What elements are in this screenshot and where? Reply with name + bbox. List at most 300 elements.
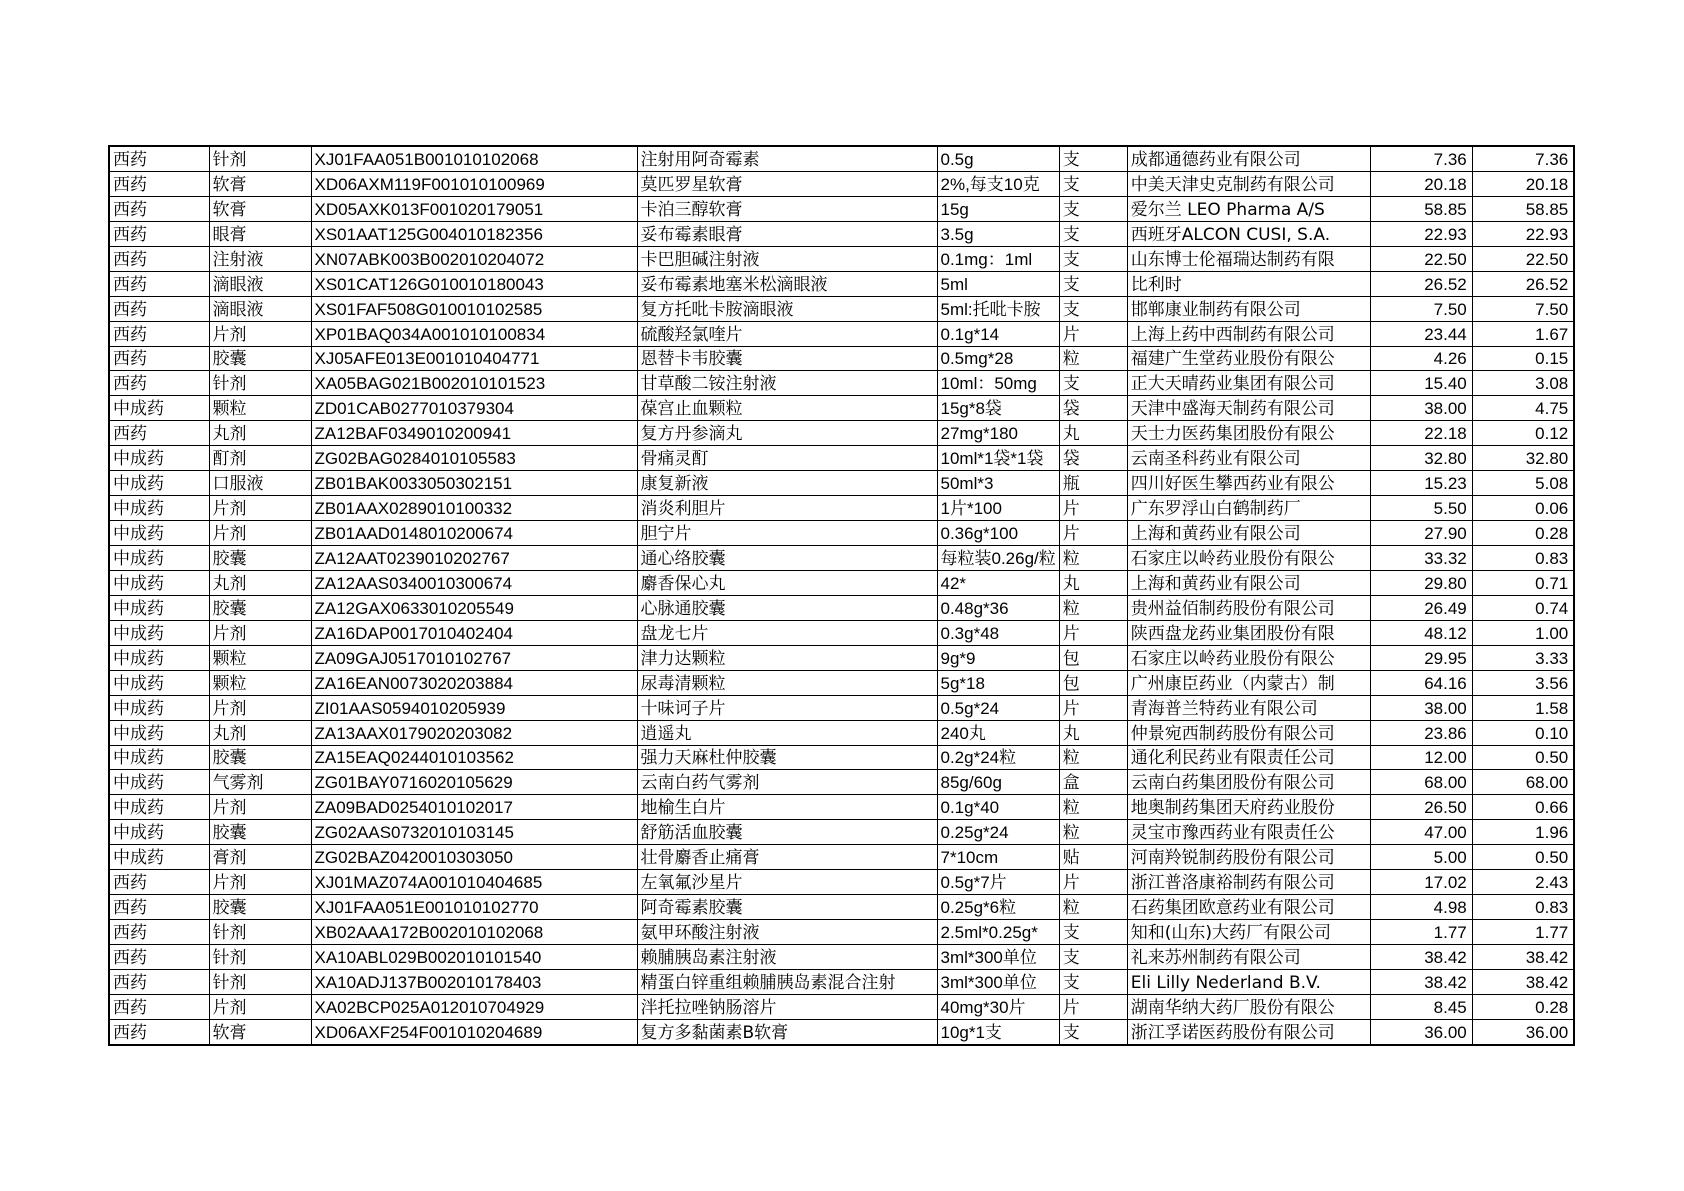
price-cell: 38.42 [1370, 945, 1472, 970]
unit-cell: 支 [1059, 146, 1127, 171]
category-cell: 西药 [109, 421, 209, 446]
table-row [109, 321, 1574, 346]
category-cell: 中成药 [109, 620, 209, 645]
dosage-form-cell: 片剂 [209, 620, 311, 645]
manufacturer-cell: 石家庄以岭药业股份有限公 [1127, 645, 1370, 670]
category-cell: 中成药 [109, 546, 209, 571]
manufacturer-cell: 天士力医药集团股份有限公 [1127, 421, 1370, 446]
table-row [109, 446, 1574, 471]
category-cell: 西药 [109, 196, 209, 221]
unit-cell: 片 [1059, 695, 1127, 720]
unit-price-cell: 38.42 [1472, 945, 1574, 970]
table-row [109, 1019, 1574, 1044]
unit-price-cell: 0.50 [1472, 845, 1574, 870]
table-row [109, 770, 1574, 795]
spec-cell: 0.36g*100 [937, 521, 1059, 546]
manufacturer-cell: 邯郸康业制药有限公司 [1127, 296, 1370, 321]
category-cell: 中成药 [109, 521, 209, 546]
category-cell: 中成药 [109, 446, 209, 471]
dosage-form-cell: 片剂 [209, 795, 311, 820]
table-row [109, 421, 1574, 446]
category-cell: 中成药 [109, 496, 209, 521]
category-cell: 西药 [109, 221, 209, 246]
price-cell: 4.26 [1370, 346, 1472, 371]
drug-code-cell: ZA15EAQ0244010103562 [311, 745, 637, 770]
unit-cell: 丸 [1059, 570, 1127, 595]
spec-cell: 0.1g*14 [937, 321, 1059, 346]
unit-price-cell: 1.58 [1472, 695, 1574, 720]
price-cell: 23.86 [1370, 720, 1472, 745]
drug-code-cell: ZB01AAD0148010200674 [311, 521, 637, 546]
spec-cell: 5ml [937, 271, 1059, 296]
spec-cell: 5g*18 [937, 670, 1059, 695]
price-cell: 29.80 [1370, 570, 1472, 595]
drug-name-cell: 妥布霉素眼膏 [637, 221, 937, 246]
drug-code-cell: XA10ABL029B002010101540 [311, 945, 637, 970]
dosage-form-cell: 颗粒 [209, 645, 311, 670]
manufacturer-cell: 石药集团欧意药业有限公司 [1127, 895, 1370, 920]
price-cell: 33.32 [1370, 546, 1472, 571]
price-cell: 26.52 [1370, 271, 1472, 296]
spec-cell: 0.5mg*28 [937, 346, 1059, 371]
price-cell: 4.98 [1370, 895, 1472, 920]
drug-code-cell: ZG02BAG0284010105583 [311, 446, 637, 471]
spec-cell: 3.5g [937, 221, 1059, 246]
unit-price-cell: 1.96 [1472, 820, 1574, 845]
table-row [109, 945, 1574, 970]
drug-code-cell: XJ01MAZ074A001010404685 [311, 870, 637, 895]
drug-code-cell: XJ05AFE013E001010404771 [311, 346, 637, 371]
spec-cell: 0.5g*24 [937, 695, 1059, 720]
table-row [109, 969, 1574, 994]
unit-cell: 支 [1059, 371, 1127, 396]
category-cell: 中成药 [109, 396, 209, 421]
drug-name-cell: 恩替卡韦胶囊 [637, 346, 937, 371]
table-row [109, 820, 1574, 845]
category-cell: 西药 [109, 271, 209, 296]
drug-name-cell: 强力天麻杜仲胶囊 [637, 745, 937, 770]
dosage-form-cell: 颗粒 [209, 670, 311, 695]
unit-cell: 粒 [1059, 820, 1127, 845]
price-cell: 58.85 [1370, 196, 1472, 221]
price-cell: 26.50 [1370, 795, 1472, 820]
unit-price-cell: 20.18 [1472, 171, 1574, 196]
unit-cell: 包 [1059, 645, 1127, 670]
category-cell: 中成药 [109, 670, 209, 695]
drug-code-cell: ZA09GAJ0517010102767 [311, 645, 637, 670]
drug-name-cell: 赖脯胰岛素注射液 [637, 945, 937, 970]
spec-cell: 42* [937, 570, 1059, 595]
dosage-form-cell: 注射液 [209, 246, 311, 271]
dosage-form-cell: 胶囊 [209, 346, 311, 371]
drug-price-table [108, 145, 1575, 1046]
dosage-form-cell: 软膏 [209, 1019, 311, 1044]
unit-price-cell: 3.08 [1472, 371, 1574, 396]
manufacturer-cell: 仲景宛西制药股份有限公司 [1127, 720, 1370, 745]
category-cell: 西药 [109, 994, 209, 1019]
drug-name-cell: 尿毒清颗粒 [637, 670, 937, 695]
drug-code-cell: XA10ADJ137B002010178403 [311, 969, 637, 994]
category-cell: 中成药 [109, 770, 209, 795]
price-cell: 7.50 [1370, 296, 1472, 321]
table-row [109, 895, 1574, 920]
unit-cell: 支 [1059, 945, 1127, 970]
category-cell: 中成药 [109, 645, 209, 670]
table-row [109, 920, 1574, 945]
drug-code-cell: XS01AAT125G004010182356 [311, 221, 637, 246]
table-row [109, 720, 1574, 745]
table-row [109, 620, 1574, 645]
unit-cell: 片 [1059, 994, 1127, 1019]
spec-cell: 0.3g*48 [937, 620, 1059, 645]
dosage-form-cell: 胶囊 [209, 895, 311, 920]
drug-code-cell: XJ01FAA051B001010102068 [311, 146, 637, 171]
manufacturer-cell: 福建广生堂药业股份有限公 [1127, 346, 1370, 371]
price-cell: 20.18 [1370, 171, 1472, 196]
unit-cell: 片 [1059, 870, 1127, 895]
manufacturer-cell: 爱尔兰 LEO Pharma A/S [1127, 196, 1370, 221]
category-cell: 西药 [109, 171, 209, 196]
dosage-form-cell: 滴眼液 [209, 271, 311, 296]
unit-price-cell: 2.43 [1472, 870, 1574, 895]
table-row [109, 845, 1574, 870]
dosage-form-cell: 片剂 [209, 496, 311, 521]
manufacturer-cell: 浙江孚诺医药股份有限公司 [1127, 1019, 1370, 1044]
dosage-form-cell: 针剂 [209, 146, 311, 171]
manufacturer-cell: Eli Lilly Nederland B.V. [1127, 969, 1370, 994]
table-row [109, 221, 1574, 246]
manufacturer-cell: 山东博士伦福瑞达制药有限 [1127, 246, 1370, 271]
manufacturer-cell: 贵州益佰制药股份有限公司 [1127, 595, 1370, 620]
price-cell: 38.00 [1370, 396, 1472, 421]
manufacturer-cell: 正大天晴药业集团有限公司 [1127, 371, 1370, 396]
drug-code-cell: ZA12BAF0349010200941 [311, 421, 637, 446]
spec-cell: 0.25g*6粒 [937, 895, 1059, 920]
drug-code-cell: ZI01AAS0594010205939 [311, 695, 637, 720]
unit-price-cell: 7.50 [1472, 296, 1574, 321]
spec-cell: 0.25g*24 [937, 820, 1059, 845]
unit-cell: 支 [1059, 920, 1127, 945]
unit-price-cell: 3.56 [1472, 670, 1574, 695]
spec-cell: 40mg*30片 [937, 994, 1059, 1019]
category-cell: 西药 [109, 945, 209, 970]
unit-cell: 支 [1059, 221, 1127, 246]
table-row [109, 870, 1574, 895]
unit-price-cell: 0.83 [1472, 546, 1574, 571]
manufacturer-cell: 广东罗浮山白鹤制药厂 [1127, 496, 1370, 521]
spec-cell: 10ml：50mg [937, 371, 1059, 396]
unit-cell: 粒 [1059, 895, 1127, 920]
manufacturer-cell: 云南白药集团股份有限公司 [1127, 770, 1370, 795]
drug-code-cell: XS01FAF508G010010102585 [311, 296, 637, 321]
unit-price-cell: 0.10 [1472, 720, 1574, 745]
table-row [109, 521, 1574, 546]
unit-cell: 粒 [1059, 595, 1127, 620]
dosage-form-cell: 针剂 [209, 920, 311, 945]
unit-cell: 袋 [1059, 396, 1127, 421]
category-cell: 中成药 [109, 595, 209, 620]
unit-price-cell: 0.66 [1472, 795, 1574, 820]
table-row [109, 146, 1574, 171]
table-row [109, 570, 1574, 595]
drug-name-cell: 复方多黏菌素B软膏 [637, 1019, 937, 1044]
price-cell: 26.49 [1370, 595, 1472, 620]
category-cell: 西药 [109, 870, 209, 895]
drug-name-cell: 通心络胶囊 [637, 546, 937, 571]
unit-cell: 粒 [1059, 546, 1127, 571]
unit-price-cell: 0.28 [1472, 521, 1574, 546]
drug-name-cell: 注射用阿奇霉素 [637, 146, 937, 171]
dosage-form-cell: 软膏 [209, 196, 311, 221]
unit-cell: 瓶 [1059, 471, 1127, 496]
dosage-form-cell: 丸剂 [209, 421, 311, 446]
dosage-form-cell: 片剂 [209, 521, 311, 546]
unit-cell: 粒 [1059, 745, 1127, 770]
manufacturer-cell: 上海和黄药业有限公司 [1127, 521, 1370, 546]
category-cell: 西药 [109, 321, 209, 346]
drug-code-cell: ZB01BAK0033050302151 [311, 471, 637, 496]
drug-code-cell: ZA16DAP0017010402404 [311, 620, 637, 645]
category-cell: 西药 [109, 296, 209, 321]
unit-price-cell: 68.00 [1472, 770, 1574, 795]
drug-code-cell: ZD01CAB0277010379304 [311, 396, 637, 421]
spec-cell: 2%,每支10克 [937, 171, 1059, 196]
unit-price-cell: 1.67 [1472, 321, 1574, 346]
drug-name-cell: 胆宁片 [637, 521, 937, 546]
unit-price-cell: 5.08 [1472, 471, 1574, 496]
spec-cell: 7*10cm [937, 845, 1059, 870]
spec-cell: 3ml*300单位 [937, 969, 1059, 994]
table-row [109, 371, 1574, 396]
spec-cell: 5ml:托吡卡胺 [937, 296, 1059, 321]
unit-price-cell: 58.85 [1472, 196, 1574, 221]
drug-name-cell: 复方托吡卡胺滴眼液 [637, 296, 937, 321]
price-cell: 5.00 [1370, 845, 1472, 870]
drug-code-cell: XS01CAT126G010010180043 [311, 271, 637, 296]
spec-cell: 10g*1支 [937, 1019, 1059, 1044]
dosage-form-cell: 眼膏 [209, 221, 311, 246]
price-cell: 5.50 [1370, 496, 1472, 521]
unit-cell: 丸 [1059, 421, 1127, 446]
drug-name-cell: 卡巴胆碱注射液 [637, 246, 937, 271]
dosage-form-cell: 针剂 [209, 945, 311, 970]
dosage-form-cell: 滴眼液 [209, 296, 311, 321]
unit-price-cell: 0.71 [1472, 570, 1574, 595]
spec-cell: 0.5g*7片 [937, 870, 1059, 895]
price-cell: 22.18 [1370, 421, 1472, 446]
unit-price-cell: 0.15 [1472, 346, 1574, 371]
dosage-form-cell: 针剂 [209, 969, 311, 994]
unit-price-cell: 0.50 [1472, 745, 1574, 770]
manufacturer-cell: 知和(山东)大药厂有限公司 [1127, 920, 1370, 945]
manufacturer-cell: 比利时 [1127, 271, 1370, 296]
spec-cell: 1片*100 [937, 496, 1059, 521]
spec-cell: 3ml*300单位 [937, 945, 1059, 970]
drug-code-cell: ZA09BAD0254010102017 [311, 795, 637, 820]
spec-cell: 15g*8袋 [937, 396, 1059, 421]
table-row [109, 670, 1574, 695]
unit-price-cell: 0.28 [1472, 994, 1574, 1019]
drug-code-cell: ZA13AAX0179020203082 [311, 720, 637, 745]
dosage-form-cell: 丸剂 [209, 570, 311, 595]
dosage-form-cell: 片剂 [209, 321, 311, 346]
drug-code-cell: XD05AXK013F001020179051 [311, 196, 637, 221]
dosage-form-cell: 针剂 [209, 371, 311, 396]
dosage-form-cell: 片剂 [209, 994, 311, 1019]
unit-price-cell: 22.93 [1472, 221, 1574, 246]
spec-cell: 2.5ml*0.25g* [937, 920, 1059, 945]
drug-code-cell: ZA12AAS0340010300674 [311, 570, 637, 595]
category-cell: 中成药 [109, 720, 209, 745]
unit-cell: 盒 [1059, 770, 1127, 795]
spec-cell: 0.1mg：1ml [937, 246, 1059, 271]
category-cell: 中成药 [109, 570, 209, 595]
table-row [109, 695, 1574, 720]
manufacturer-cell: 西班牙ALCON CUSI, S.A. [1127, 221, 1370, 246]
drug-code-cell: XD06AXF254F001010204689 [311, 1019, 637, 1044]
dosage-form-cell: 片剂 [209, 695, 311, 720]
unit-price-cell: 7.36 [1472, 146, 1574, 171]
table-row [109, 271, 1574, 296]
price-cell: 64.16 [1370, 670, 1472, 695]
drug-code-cell: ZG02BAZ0420010303050 [311, 845, 637, 870]
table-row [109, 496, 1574, 521]
spec-cell: 每粒装0.26g/粒 [937, 546, 1059, 571]
drug-name-cell: 骨痛灵酊 [637, 446, 937, 471]
drug-name-cell: 壮骨麝香止痛膏 [637, 845, 937, 870]
dosage-form-cell: 胶囊 [209, 745, 311, 770]
drug-code-cell: XA05BAG021B002010101523 [311, 371, 637, 396]
price-cell: 38.42 [1370, 969, 1472, 994]
drug-name-cell: 阿奇霉素胶囊 [637, 895, 937, 920]
unit-price-cell: 36.00 [1472, 1019, 1574, 1044]
category-cell: 西药 [109, 146, 209, 171]
dosage-form-cell: 胶囊 [209, 546, 311, 571]
spec-cell: 85g/60g [937, 770, 1059, 795]
price-cell: 8.45 [1370, 994, 1472, 1019]
drug-name-cell: 甘草酸二铵注射液 [637, 371, 937, 396]
spec-cell: 10ml*1袋*1袋 [937, 446, 1059, 471]
drug-name-cell: 逍遥丸 [637, 720, 937, 745]
manufacturer-cell: 陕西盘龙药业集团股份有限 [1127, 620, 1370, 645]
drug-name-cell: 津力达颗粒 [637, 645, 937, 670]
manufacturer-cell: 成都通德药业有限公司 [1127, 146, 1370, 171]
manufacturer-cell: 礼来苏州制药有限公司 [1127, 945, 1370, 970]
drug-name-cell: 妥布霉素地塞米松滴眼液 [637, 271, 937, 296]
table-row [109, 171, 1574, 196]
category-cell: 西药 [109, 246, 209, 271]
unit-cell: 支 [1059, 246, 1127, 271]
drug-name-cell: 麝香保心丸 [637, 570, 937, 595]
dosage-form-cell: 丸剂 [209, 720, 311, 745]
unit-cell: 丸 [1059, 720, 1127, 745]
unit-cell: 片 [1059, 620, 1127, 645]
unit-cell: 贴 [1059, 845, 1127, 870]
price-cell: 15.40 [1370, 371, 1472, 396]
manufacturer-cell: 上海上药中西制药有限公司 [1127, 321, 1370, 346]
unit-cell: 袋 [1059, 446, 1127, 471]
category-cell: 中成药 [109, 845, 209, 870]
drug-name-cell: 泮托拉唑钠肠溶片 [637, 994, 937, 1019]
spec-cell: 0.1g*40 [937, 795, 1059, 820]
unit-price-cell: 22.50 [1472, 246, 1574, 271]
price-cell: 12.00 [1370, 745, 1472, 770]
price-cell: 29.95 [1370, 645, 1472, 670]
manufacturer-cell: 四川好医生攀西药业有限公 [1127, 471, 1370, 496]
dosage-form-cell: 口服液 [209, 471, 311, 496]
manufacturer-cell: 地奥制药集团天府药业股份 [1127, 795, 1370, 820]
unit-cell: 粒 [1059, 795, 1127, 820]
unit-price-cell: 1.00 [1472, 620, 1574, 645]
drug-name-cell: 云南白药气雾剂 [637, 770, 937, 795]
drug-name-cell: 左氧氟沙星片 [637, 870, 937, 895]
manufacturer-cell: 天津中盛海天制药有限公司 [1127, 396, 1370, 421]
spec-cell: 27mg*180 [937, 421, 1059, 446]
unit-cell: 粒 [1059, 346, 1127, 371]
price-cell: 47.00 [1370, 820, 1472, 845]
price-cell: 68.00 [1370, 770, 1472, 795]
table-row [109, 645, 1574, 670]
price-cell: 27.90 [1370, 521, 1472, 546]
drug-name-cell: 心脉通胶囊 [637, 595, 937, 620]
price-cell: 23.44 [1370, 321, 1472, 346]
unit-price-cell: 0.74 [1472, 595, 1574, 620]
drug-code-cell: ZG01BAY0716020105629 [311, 770, 637, 795]
drug-code-cell: ZA12GAX0633010205549 [311, 595, 637, 620]
spec-cell: 0.48g*36 [937, 595, 1059, 620]
drug-code-cell: XP01BAQ034A001010100834 [311, 321, 637, 346]
unit-price-cell: 0.12 [1472, 421, 1574, 446]
drug-code-cell: XJ01FAA051E001010102770 [311, 895, 637, 920]
drug-code-cell: ZA12AAT0239010202767 [311, 546, 637, 571]
drug-name-cell: 葆宫止血颗粒 [637, 396, 937, 421]
manufacturer-cell: 青海普兰特药业有限公司 [1127, 695, 1370, 720]
spec-cell: 240丸 [937, 720, 1059, 745]
price-cell: 7.36 [1370, 146, 1472, 171]
unit-cell: 支 [1059, 296, 1127, 321]
table-row [109, 196, 1574, 221]
table-row [109, 745, 1574, 770]
dosage-form-cell: 膏剂 [209, 845, 311, 870]
category-cell: 西药 [109, 1019, 209, 1044]
category-cell: 西药 [109, 969, 209, 994]
unit-price-cell: 38.42 [1472, 969, 1574, 994]
price-cell: 32.80 [1370, 446, 1472, 471]
manufacturer-cell: 河南羚锐制药股份有限公司 [1127, 845, 1370, 870]
price-cell: 48.12 [1370, 620, 1472, 645]
table-row [109, 471, 1574, 496]
table-row [109, 595, 1574, 620]
price-cell: 1.77 [1370, 920, 1472, 945]
dosage-form-cell: 气雾剂 [209, 770, 311, 795]
manufacturer-cell: 上海和黄药业有限公司 [1127, 570, 1370, 595]
drug-code-cell: XA02BCP025A012010704929 [311, 994, 637, 1019]
unit-price-cell: 0.83 [1472, 895, 1574, 920]
drug-name-cell: 精蛋白锌重组赖脯胰岛素混合注射 [637, 969, 937, 994]
table-row [109, 396, 1574, 421]
table-row [109, 296, 1574, 321]
dosage-form-cell: 颗粒 [209, 396, 311, 421]
drug-code-cell: XB02AAA172B002010102068 [311, 920, 637, 945]
dosage-form-cell: 胶囊 [209, 595, 311, 620]
unit-price-cell: 32.80 [1472, 446, 1574, 471]
manufacturer-cell: 浙江普洛康裕制药有限公司 [1127, 870, 1370, 895]
manufacturer-cell: 灵宝市豫西药业有限责任公 [1127, 820, 1370, 845]
price-cell: 22.93 [1370, 221, 1472, 246]
category-cell: 中成药 [109, 820, 209, 845]
dosage-form-cell: 酊剂 [209, 446, 311, 471]
unit-cell: 支 [1059, 271, 1127, 296]
